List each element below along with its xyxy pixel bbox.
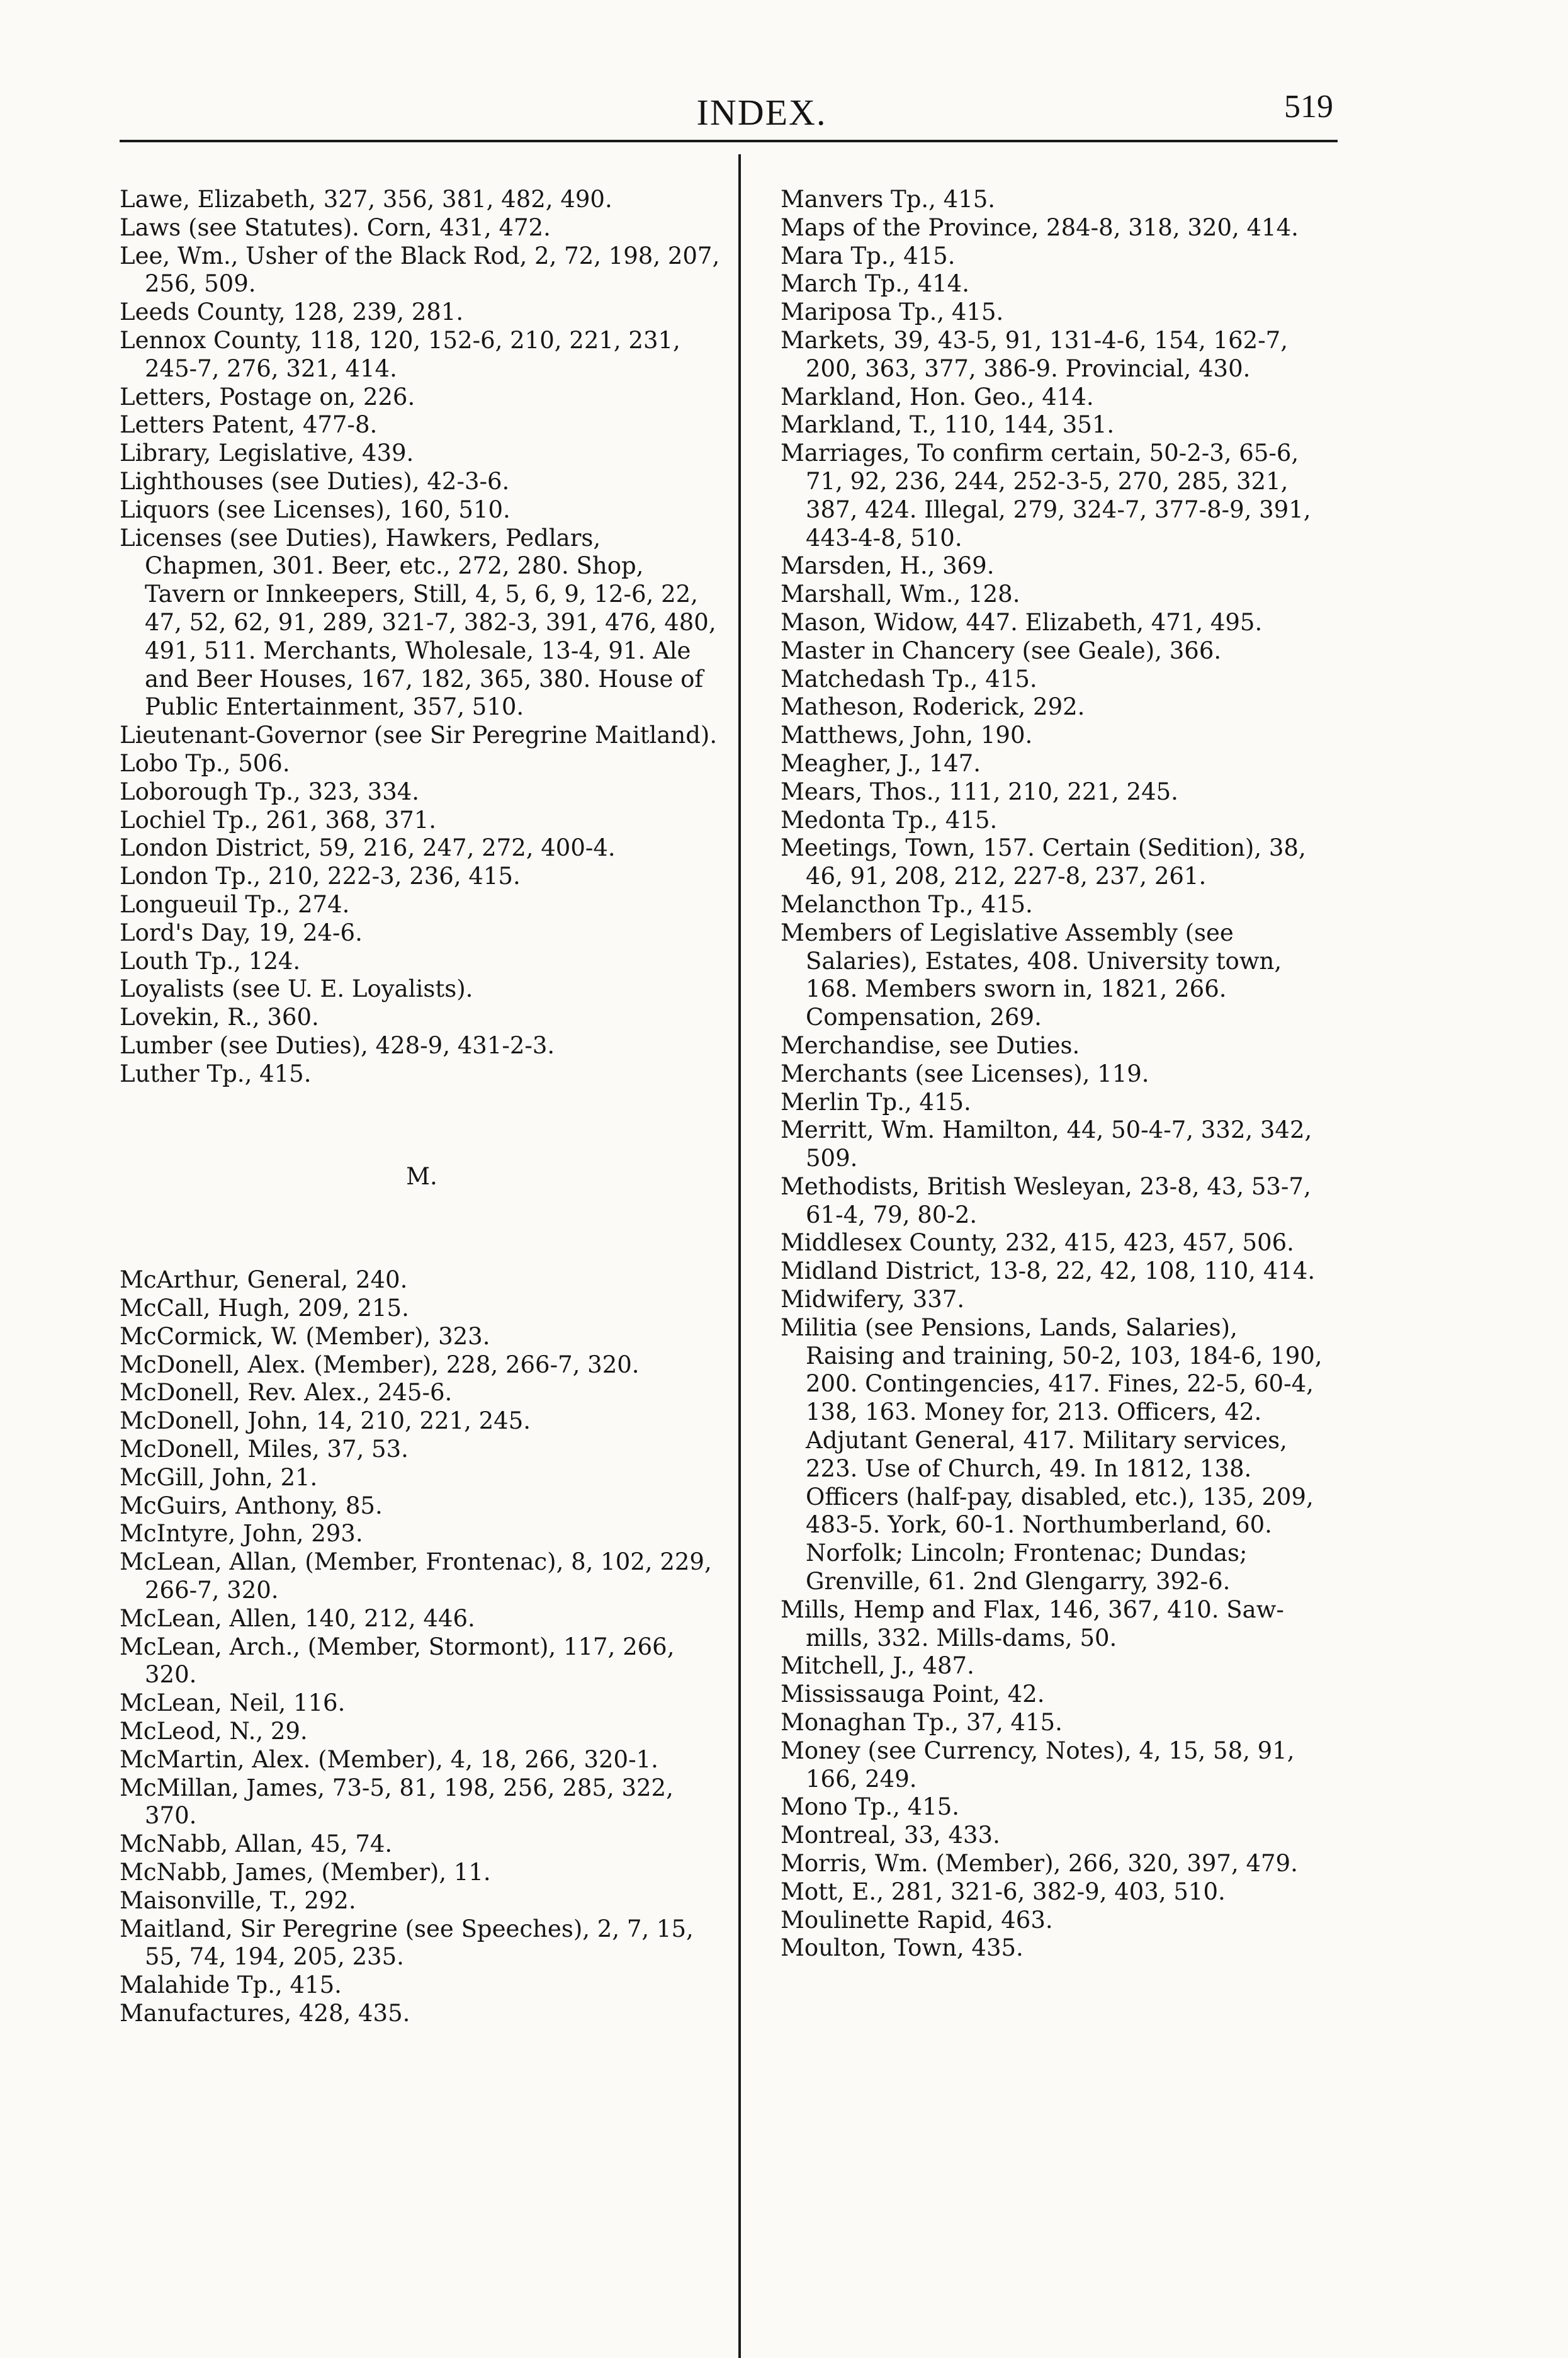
index-entry: Matthews, John, 190.	[781, 722, 1033, 749]
index-entry: McLean, Neil, 116.	[120, 1689, 346, 1717]
index-entry: Merchandise, see Duties.	[781, 1031, 1080, 1059]
index-entry: McIntyre, John, 293.	[120, 1520, 363, 1548]
index-entry: Louth Tp., 124.	[120, 947, 301, 975]
index-entry: McDonell, Alex. (Member), 228, 266-7, 320.	[120, 1351, 640, 1378]
left-column	[120, 186, 724, 2028]
index-entry: McGill, John, 21.	[120, 1463, 318, 1491]
index-entry: Mariposa Tp., 415.	[781, 298, 1004, 326]
entries-m	[120, 1266, 724, 2028]
index-entry: Monaghan Tp., 37, 415.	[781, 1709, 1063, 1737]
index-entry: Merlin Tp., 415.	[781, 1088, 971, 1116]
index-entry: Lochiel Tp., 261, 368, 371.	[120, 806, 437, 834]
index-entry: Master in Chancery (see Geale), 366.	[781, 637, 1222, 664]
index-entry: Lieutenant-Governor (see Sir Peregrine Maitland).	[120, 722, 718, 749]
index-entry: Lawe, Elizabeth, 327, 356, 381, 482, 490.	[120, 186, 612, 213]
index-entry: Midwifery, 337.	[781, 1286, 965, 1313]
index-entry: Maps of the Province, 284-8, 318, 320, 414.	[781, 213, 1299, 241]
page-title: INDEX.	[696, 92, 827, 133]
index-entry: Marsden, H., 369.	[781, 552, 995, 580]
index-entry: Merchants (see Licenses), 119.	[781, 1060, 1149, 1087]
index-entry: McMillan, James, 73-5, 81, 198, 256, 285, 322, 370.	[120, 1774, 674, 1830]
right-column	[781, 186, 1328, 1963]
index-entry: Mason, Widow, 447. Elizabeth, 471, 495.	[781, 608, 1263, 636]
index-entry: McNabb, Allan, 45, 74.	[120, 1830, 393, 1858]
index-entry: Midland District, 13-8, 22, 42, 108, 110, 414.	[781, 1257, 1316, 1285]
page-number: 519	[1284, 89, 1333, 125]
index-entry: Methodists, British Wesleyan, 23-8, 43, 53-7, 61-4, 79, 80-2.	[781, 1172, 1311, 1228]
index-entry: McGuirs, Anthony, 85.	[120, 1492, 383, 1519]
index-entry: Library, Legislative, 439.	[120, 439, 414, 467]
index-entry: McMartin, Alex. (Member), 4, 18, 266, 320-1.	[120, 1745, 658, 1773]
index-entry: Lighthouses (see Duties), 42-3-6.	[120, 467, 510, 495]
index-entry: Marriages, To confirm certain, 50-2-3, 65-6, 71, 92, 236, 244, 252-3-5, 270, 285, 321, 387, 424. Illegal, 279, 324-7, 377-8-9, 391, 443-4-8, 510.	[781, 439, 1311, 552]
index-entry: Maitland, Sir Peregrine (see Speeches), 2, 7, 15, 55, 74, 194, 205, 235.	[120, 1915, 694, 1971]
index-entry: Mitchell, J., 487.	[781, 1652, 974, 1680]
index-entry: Longueuil Tp., 274.	[120, 890, 350, 918]
index-entry: McCall, Hugh, 209, 215.	[120, 1295, 409, 1322]
index-entry: Letters, Postage on, 226.	[120, 383, 415, 411]
index-entry: Money (see Currency, Notes), 4, 15, 58, 91, 166, 249.	[781, 1737, 1295, 1793]
index-entry: Markland, T., 110, 144, 351.	[781, 411, 1115, 439]
index-entry: Markland, Hon. Geo., 414.	[781, 383, 1094, 411]
index-entry: McDonell, Miles, 37, 53.	[120, 1436, 409, 1463]
index-entry: Malahide Tp., 415.	[120, 1971, 342, 1999]
index-entry: Licenses (see Duties), Hawkers, Pedlars, Chapmen, 301. Beer, etc., 272, 280. Shop, Tavern or Innkeepers, Still, 4, 5, 6, 9, 12-6, 22, 47, 52, 62, 91, 289, 321-7, 382-3, 391, 476, 480, 491, 511. Merchants, Wholesale, 13-4, 91. Ale and Beer Houses, 167, 182, 365, 380. House of Public Entertainment, 357, 510.	[120, 524, 716, 721]
index-entry: McLean, Arch., (Member, Stormont), 117, 266, 320.	[120, 1633, 675, 1689]
index-entry: Letters Patent, 477-8.	[120, 411, 378, 439]
index-entry: Loborough Tp., 323, 334.	[120, 778, 420, 805]
index-entry: McDonell, Rev. Alex., 245-6.	[120, 1379, 453, 1407]
index-entry: Matchedash Tp., 415.	[781, 665, 1037, 693]
index-entry: London District, 59, 216, 247, 272, 400-4.	[120, 834, 616, 862]
index-entry: Manvers Tp., 415.	[781, 186, 996, 213]
index-entry: Middlesex County, 232, 415, 423, 457, 506.	[781, 1229, 1294, 1257]
index-entry: Lumber (see Duties), 428-9, 431-2-3.	[120, 1031, 555, 1059]
index-entry: McArthur, General, 240.	[120, 1266, 408, 1294]
index-entry: Markets, 39, 43-5, 91, 131-4-6, 154, 162-7, 200, 363, 377, 386-9. Provincial, 430.	[781, 326, 1288, 382]
index-entry: Moulton, Town, 435.	[781, 1934, 1024, 1962]
index-entry: Marshall, Wm., 128.	[781, 581, 1020, 608]
index-entry: London Tp., 210, 222-3, 236, 415.	[120, 863, 521, 890]
index-entry: March Tp., 414.	[781, 270, 969, 298]
index-entry: Matheson, Roderick, 292.	[781, 693, 1085, 721]
index-entry: Mills, Hemp and Flax, 146, 367, 410. Saw-mills, 332. Mills-dams, 50.	[781, 1596, 1284, 1652]
index-entry: Lobo Tp., 506.	[120, 749, 290, 777]
entries-l	[120, 186, 724, 1089]
index-entry: McLean, Allen, 140, 212, 446.	[120, 1604, 475, 1632]
index-entry: Melancthon Tp., 415.	[781, 890, 1033, 918]
index-entry: Lennox County, 118, 120, 152-6, 210, 221, 231, 245-7, 276, 321, 414.	[120, 326, 680, 382]
index-entry: Montreal, 33, 433.	[781, 1822, 1000, 1849]
index-entry: Lord's Day, 19, 24-6.	[120, 919, 363, 946]
index-entry: Members of Legislative Assembly (see Salaries), Estates, 408. University town, 168. Members sworn in, 1821, 266. Compensation, 269.	[781, 919, 1282, 1031]
column-divider	[738, 154, 741, 2358]
index-entry: Morris, Wm. (Member), 266, 320, 397, 479.	[781, 1850, 1298, 1878]
index-entry: Mississauga Point, 42.	[781, 1681, 1045, 1708]
index-entry: Maisonville, T., 292.	[120, 1886, 356, 1914]
index-entry: Laws (see Statutes). Corn, 431, 472.	[120, 213, 551, 241]
index-entry: Merritt, Wm. Hamilton, 44, 50-4-7, 332, 342, 509.	[781, 1116, 1312, 1172]
index-entry: McNabb, James, (Member), 11.	[120, 1859, 491, 1886]
index-entry: Luther Tp., 415.	[120, 1060, 312, 1087]
index-entry: Mears, Thos., 111, 210, 221, 245.	[781, 778, 1178, 805]
index-entry: McLean, Allan, (Member, Frontenac), 8, 102, 229, 266-7, 320.	[120, 1548, 712, 1604]
index-entry: Medonta Tp., 415.	[781, 806, 998, 834]
index-entry: Manufactures, 428, 435.	[120, 2000, 410, 2027]
index-entry: McCormick, W. (Member), 323.	[120, 1322, 490, 1350]
index-entry: McDonell, John, 14, 210, 221, 245.	[120, 1407, 531, 1435]
index-entry: Mott, E., 281, 321-6, 382-9, 403, 510.	[781, 1878, 1226, 1905]
index-entry: Leeds County, 128, 239, 281.	[120, 298, 464, 326]
index-entry: Meagher, J., 147.	[781, 749, 981, 777]
index-entry: Lovekin, R., 360.	[120, 1004, 319, 1031]
index-entry: Meetings, Town, 157. Certain (Sedition), 38, 46, 91, 208, 212, 227-8, 237, 261.	[781, 834, 1306, 890]
index-entry: Mono Tp., 415.	[781, 1793, 960, 1821]
index-entry: McLeod, N., 29.	[120, 1718, 308, 1745]
index-entry: Militia (see Pensions, Lands, Salaries), Raising and training, 50-2, 103, 184-6, 190, 200. Contingencies, 417. Fines, 22-5, 60-4, 138, 163. Money for, 213. Officers, 42. Adjutant General, 417. Military services, 223. Use of Church, 49. In 1812, 138. Officers (half-pay, disabled, etc.), 135, 209, 483-5. York, 60-1. Northumberland, 60. Norfolk; Lincoln; Frontenac; Dundas; Grenville, 61. 2nd Glengarry, 392-6.	[781, 1313, 1323, 1596]
index-entry: Loyalists (see U. E. Loyalists).	[120, 975, 473, 1003]
index-entry: Moulinette Rapid, 463.	[781, 1906, 1053, 1934]
index-entry: Lee, Wm., Usher of the Black Rod, 2, 72, 198, 207, 256, 509.	[120, 242, 720, 298]
section-heading-m: M.	[406, 1162, 437, 1190]
index-entry: Mara Tp., 415.	[781, 242, 956, 269]
header-rule	[120, 140, 1338, 142]
index-entry: Liquors (see Licenses), 160, 510.	[120, 496, 510, 523]
